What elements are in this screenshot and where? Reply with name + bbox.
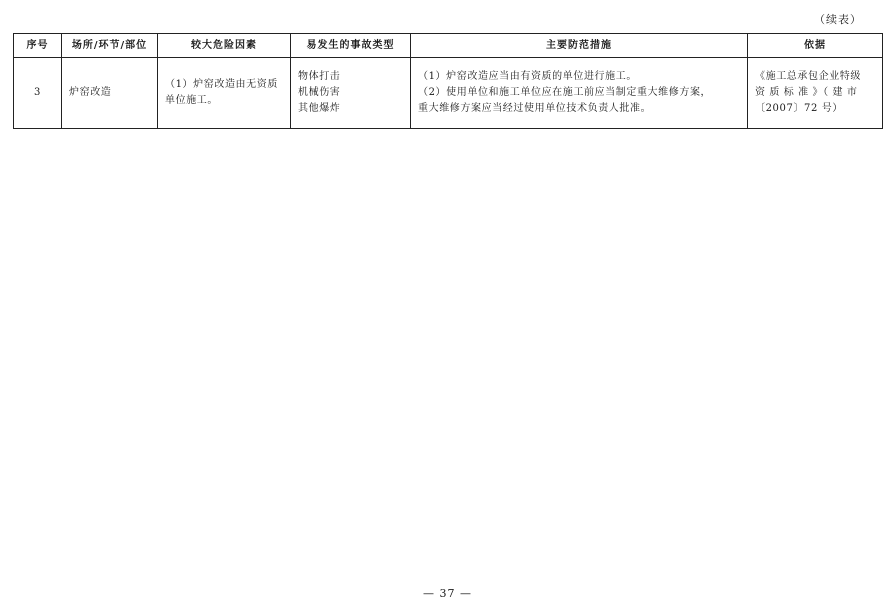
cell-seq: 3 bbox=[14, 58, 62, 129]
basis-line: 〔2007〕72 号） bbox=[755, 103, 843, 114]
measure-line: （2）使用单位和施工单位应在施工前应当制定重大维修方案， bbox=[418, 87, 712, 98]
header-accident-type: 易发生的事故类型 bbox=[291, 34, 411, 58]
basis-line: 《施工总承包企业特级 bbox=[755, 71, 861, 82]
table-row bbox=[14, 58, 883, 129]
hazard-table bbox=[13, 33, 883, 129]
cell-measures bbox=[411, 58, 748, 129]
measure-line: （1）炉窑改造应当由有资质的单位进行施工。 bbox=[418, 71, 637, 82]
page-number: — 37 — bbox=[423, 587, 472, 600]
measure-line: 重大维修方案应当经过使用单位技术负责人批准。 bbox=[418, 103, 652, 114]
cell-hazard bbox=[158, 58, 291, 129]
header-basis: 依据 bbox=[748, 34, 883, 58]
cell-location: 炉窑改造 bbox=[62, 58, 158, 129]
basis-line: 资 质 标 准 》（ 建 市 bbox=[755, 87, 858, 98]
cell-accident-types bbox=[291, 58, 411, 129]
accident-type: 机械伤害 bbox=[298, 87, 341, 98]
accident-type: 物体打击 bbox=[298, 71, 341, 82]
cell-basis bbox=[748, 58, 883, 129]
header-measures: 主要防范措施 bbox=[411, 34, 748, 58]
header-hazard: 较大危险因素 bbox=[158, 34, 291, 58]
hazard-line: 单位施工。 bbox=[165, 95, 218, 106]
hazard-line: （1）炉窑改造由无资质 bbox=[165, 79, 278, 90]
table-header-row bbox=[14, 34, 883, 58]
header-seq: 序号 bbox=[14, 34, 62, 58]
header-location: 场所/环节/部位 bbox=[62, 34, 158, 58]
continued-label: （续表） bbox=[814, 13, 862, 26]
accident-type: 其他爆炸 bbox=[298, 103, 341, 114]
